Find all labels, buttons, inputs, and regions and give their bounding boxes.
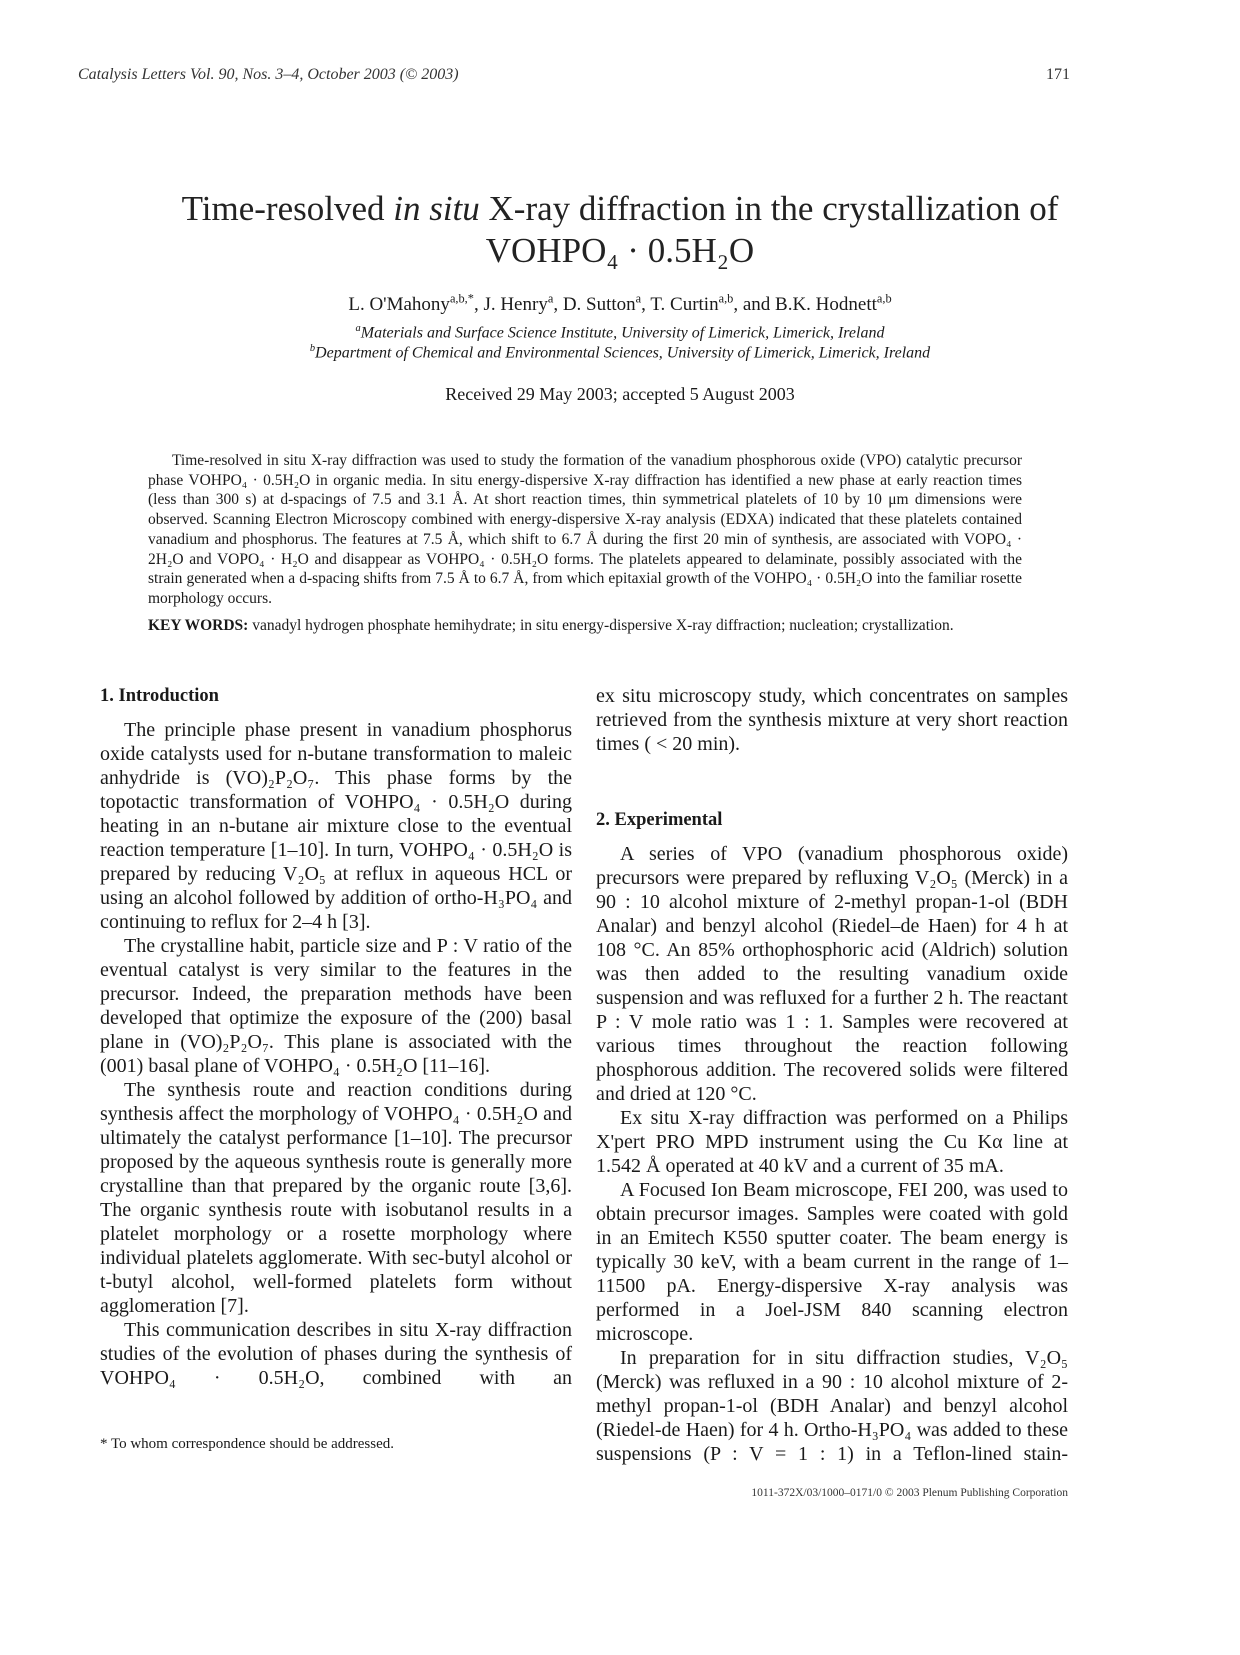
title-formula: VOHPO₄ · 0.5H₂O — [485, 231, 755, 270]
author: D. Sutton$^a$, — [562, 292, 651, 316]
title-part2: X-ray diffraction in the crystallization of — [479, 189, 1059, 228]
paragraph: This communication describes in situ X-ray diffraction studies of the evolution of phases during the synthesis of VOHPO₄ · 0.5H₂O, combined with an — [100, 1319, 572, 1389]
paragraph: The principle phase present in vanadium phosphorus oxide catalysts used for n-butane transformation to maleic anhydride is (VO)₂P₂O₇. This phase forms by the topotactic transformation of VOHPO₄ · 0.5H₂O during heating in an n-butane air mixture close to the eventual reaction temperature [1–10]. In turn, VOHPO₄ · 0.5H₂O is prepared by reducing V₂O₅ at reflux in aqueous HCL or using an alcohol followed by addition of ortho-H₃PO₄ and continuing to reflux for 2–4 h [3]. — [100, 719, 572, 933]
paragraph: ex situ microscopy study, which concentrates on samples retrieved from the synthesis mixture at very short reaction times ( < 20 min). — [596, 685, 1068, 755]
author: T. Curtin$^{a,b}$, and — [650, 292, 776, 316]
paragraph: In preparation for in situ diffraction studies, V₂O₅ (Merck) was refluxed in a 90 : 10 alcohol mixture of 2-methyl propan-1-ol (BDH Analar) and benzyl alcohol (Riedel-de Haen) for 4 h. Ortho-H₃PO₄ was added to these suspensions (P : V = 1 : 1) in a Teflon-lined stain- — [596, 1347, 1068, 1465]
title-part1: Time-resolved — [181, 189, 394, 228]
running-header: Catalysis Letters Vol. 90, Nos. 3–4, October 2003 (© 2003) — [78, 66, 459, 83]
author: J. Henry$^a$, — [483, 292, 563, 316]
author-list — [100, 292, 1140, 316]
paragraph: Ex situ X-ray diffraction was performed on a Philips X'pert PRO MPD instrument using the Cu Kα line at 1.542 Å operated at 40 kV and a current of 35 mA. — [596, 1107, 1068, 1177]
affiliation-a: $^a$Materials and Surface Science Institute, University of Limerick, Limerick, Ireland — [355, 323, 885, 342]
paragraph: A Focused Ion Beam microscope, FEI 200, was used to obtain precursor images. Samples were coated with gold in an Emitech K550 sputter coater. The beam energy is typically 30 keV, with a beam current in the range of 1–11500 pA. Energy-dispersive X-ray analysis was performed in a Joel-JSM 840 scanning electron microscope. — [596, 1179, 1068, 1345]
received-dates: Received 29 May 2003; accepted 5 August 2003 — [445, 384, 795, 404]
title-italic: in situ — [393, 189, 480, 228]
abstract: Time-resolved in situ X-ray diffraction was used to study the formation of the vanadium phosphorous oxide (VPO) catalytic precursor phase VOHPO₄ · 0.5H₂O in organic media. In situ energy-dispersive X-ray diffraction has identified a new phase at early reaction times (less than 300 s) at d-spacings of 7.5 and 3.1 Å. At short reaction times, thin symmetrical platelets of 10 by 10 μm dimensions were observed. Scanning Electron Microscopy combined with energy-dispersive X-ray analysis (EDXA) indicated that these platelets contained vanadium and phosphorus. The features at 7.5 Å, which shift to 6.7 Å during the first 20 min of synthesis, are associated with VOPO₄ · 2H₂O and VOPO₄ · H₂O and disappear as VOHPO₄ · 0.5H₂O forms. The platelets appeared to delaminate, possibly associated with the strain generated when a d-spacing shifts from 7.5 Å to 6.7 Å, from which epitaxial growth of the VOHPO₄ · 0.5H₂O into the familiar rosette morphology occurs. — [148, 452, 1022, 607]
left-column — [100, 684, 572, 1390]
author: L. O'Mahony$^{a,b,*}$, — [348, 292, 484, 316]
page-number: 171 — [1046, 66, 1070, 83]
copyright-footer: 1011-372X/03/1000–0171/0 © 2003 Plenum Publishing Corporation — [751, 1487, 1068, 1499]
paragraph: A series of VPO (vanadium phosphorous oxide) precursors were prepared by refluxing V₂O₅ (Merck) in a 90 : 10 alcohol mixture of 2-methyl propan-1-ol (BDH Analar) and benzyl alcohol (Riedel–de Haen) for 4 h at 108 °C. An 85% orthophosphoric acid (Aldrich) solution was then added to the resulting vanadium oxide suspension and was refluxed for a further 2 h. The reactant P : V mole ratio was 1 : 1. Samples were recovered at various times throughout the reaction following phosphorous addition. The recovered solids were filtered and dried at 120 °C. — [596, 843, 1068, 1105]
right-column — [596, 684, 1068, 1466]
author: B.K. Hodnett$^{a,b}$ — [775, 292, 892, 316]
section-heading-experimental: 2. Experimental — [596, 810, 723, 830]
paragraph: The synthesis route and reaction conditions during synthesis affect the morphology of VOHPO₄ · 0.5H₂O and ultimately the catalyst performance [1–10]. The precursor proposed by the aqueous synthesis route is generally more crystalline than that prepared by the organic route [3,6]. The organic synthesis route with isobutanol results in a platelet morphology or a rosette morphology where individual platelets agglomerate. With sec-butyl alcohol or t-butyl alcohol, well-formed platelets form without agglomeration [7]. — [100, 1079, 572, 1317]
paragraph: The crystalline habit, particle size and P : V ratio of the eventual catalyst is very similar to the features in the precursor. Indeed, the preparation methods have been developed that optimize the exposure of the (200) basal plane in (VO)₂P₂O₇. This plane is associated with the (001) basal plane of VOHPO₄ · 0.5H₂O [11–16]. — [100, 935, 572, 1077]
footnote: * To whom correspondence should be addressed. — [100, 1436, 395, 1452]
affiliation-b: $^b$Department of Chemical and Environmental Sciences, University of Limerick, Limerick, Ireland — [309, 343, 931, 362]
paper-title — [100, 188, 1140, 272]
section-heading-introduction: 1. Introduction — [100, 686, 219, 706]
keywords: KEY WORDS: vanadyl hydrogen phosphate hemihydrate; in situ energy-dispersive X-ray diffraction; nucleation; crystallization. — [148, 617, 954, 634]
